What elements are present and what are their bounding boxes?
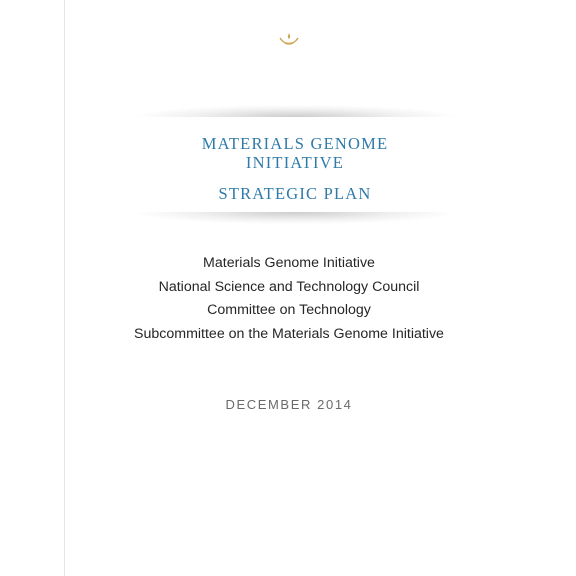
title-band [135, 116, 455, 214]
organization-line: National Science and Technology Council [158, 278, 420, 295]
publication-date: DECEMBER 2014 [225, 397, 353, 412]
title-band-shadow-bottom [135, 212, 455, 224]
organization-block [64, 252, 514, 346]
title-line-3: STRATEGIC PLAN [218, 184, 372, 203]
organization-line: Committee on Technology [207, 302, 371, 318]
presidential-seal-icon [278, 32, 300, 46]
title-line-1: MATERIALS GENOME [201, 134, 389, 153]
organization-line: Subcommittee on the Materials Genome Initiative [134, 325, 444, 342]
title-line-2: INITIATIVE [245, 153, 345, 172]
organization-line: Materials Genome Initiative [203, 255, 375, 271]
